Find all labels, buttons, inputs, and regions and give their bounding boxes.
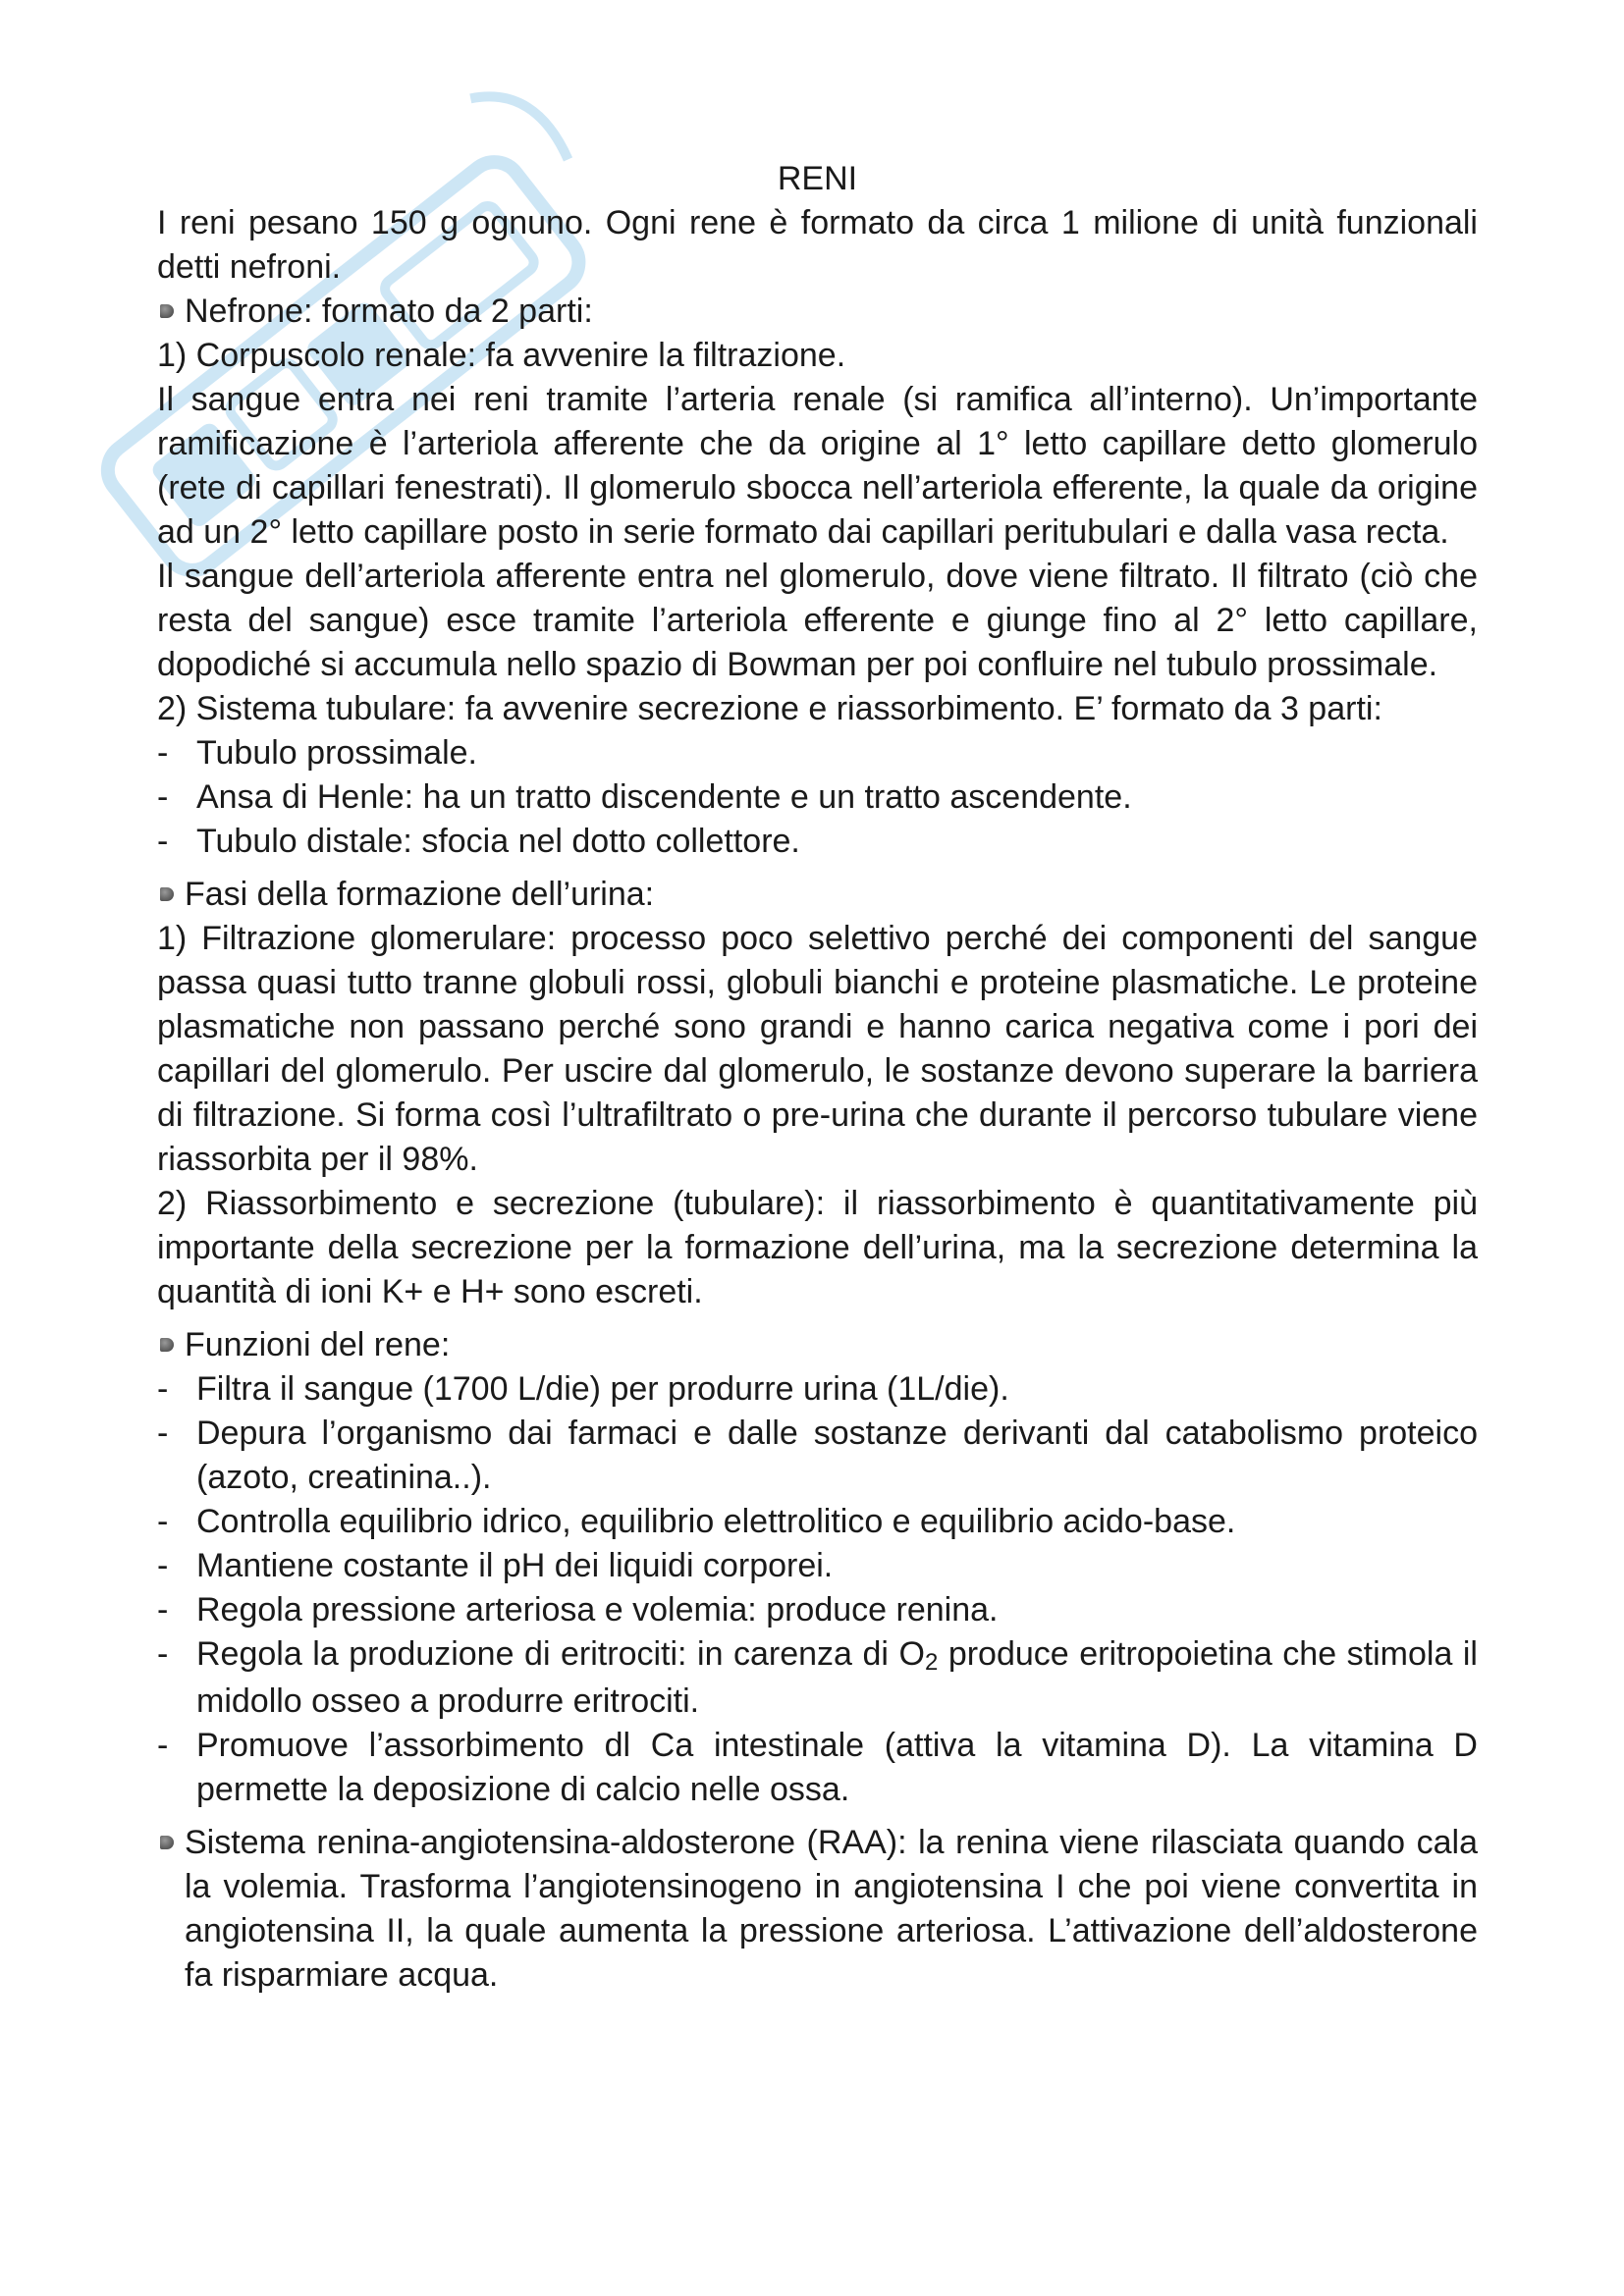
section-nefrone — [157, 290, 1478, 334]
section-heading: Fasi della formazione dell’urina: — [185, 876, 655, 913]
tubular-parts-list — [157, 731, 1478, 864]
bullet-icon — [160, 1338, 174, 1352]
dash-marker: - — [157, 1727, 169, 1764]
corpuscolo-title: 1) Corpuscolo renale: fa avvenire la filtrazione. — [157, 337, 846, 374]
paragraph: Il sangue dell’arteriola afferente entra nel glomerulo, dove viene filtrato. Il filtrato (ciò che resta del sangue) esce tramite l’arteriola efferente e giunge fino al 2° letto capillare, dopodiché si accumula nello spazio di Bowman per poi confluire nel tubulo prossimale. — [157, 558, 1478, 683]
dash-marker: - — [157, 1503, 169, 1540]
dash-marker: - — [157, 823, 169, 860]
sistema-tubulare-title: 2) Sistema tubulare: fa avvenire secrezione e riassorbimento. E’ formato da 3 parti: — [157, 690, 1382, 727]
dash-marker: - — [157, 1370, 169, 1408]
list-item: - Ansa di Henle: ha un tratto discendente e un tratto ascendente. — [157, 775, 1478, 820]
bullet-icon — [160, 304, 174, 318]
dash-marker: - — [157, 734, 169, 772]
bullet-icon — [160, 1836, 174, 1849]
dash-marker: - — [157, 1591, 169, 1629]
dash-marker: - — [157, 778, 169, 816]
list-item: - Mantiene costante il pH dei liquidi corporei. — [157, 1544, 1478, 1588]
dash-marker: - — [157, 1635, 169, 1673]
dash-marker: - — [157, 1415, 169, 1452]
paragraph: 2) Riassorbimento e secrezione (tubulare): il riassorbimento è quantitativamente più importante della secrezione per la formazione dell’urina, ma la secrezione determina la quantità di ioni K+ e H+ sono escreti. — [157, 1185, 1478, 1310]
list-item: - Promuove l’assorbimento dl Ca intestinale (attiva la vitamina D). La vitamina D permette la deposizione di calcio nelle ossa. — [157, 1724, 1478, 1812]
subscript: 2 — [924, 1649, 939, 1676]
paragraph: Il sangue entra nei reni tramite l’arteria renale (si ramifica all’interno). Un’importante ramificazione è l’arteriola afferente che da origine al 1° letto capillare detto glomerulo (rete di capillari fenestrati). Il glomerulo sbocca nell’arteriola efferente, la quale da origine ad un 2° letto capillare posto in serie formato dai capillari peritubulari e dalla vasa recta. — [157, 381, 1478, 551]
section-funzioni — [157, 1323, 1478, 1367]
intro-paragraph: I reni pesano 150 g ognuno. Ogni rene è formato da circa 1 milione di unità funzionali detti nefroni. — [157, 204, 1478, 286]
document-page — [157, 157, 1478, 1998]
raa-paragraph: Sistema renina-angiotensina-aldosterone (RAA): la renina viene rilasciata quando cala la volemia. Trasforma l’angiotensinogeno in angiotensina I che poi viene convertita in angiotensina II, la quale aumenta la pressione arteriosa. L’attivazione dell’aldosterone fa risparmiare acqua. — [185, 1824, 1478, 1994]
list-item: - Tubulo distale: sfocia nel dotto collettore. — [157, 820, 1478, 864]
section-fasi — [157, 873, 1478, 917]
section-raa — [157, 1821, 1478, 1998]
list-item: - Filtra il sangue (1700 L/die) per produrre urina (1L/die). — [157, 1367, 1478, 1412]
paragraph: 1) Filtrazione glomerulare: processo poco selettivo perché dei componenti del sangue passa quasi tutto tranne globuli rossi, globuli bianchi e proteine plasmatiche. Le proteine plasmatiche non passano perché sono grandi e hanno carica negativa come i pori dei capillari del glomerulo. Per uscire dal glomerulo, le sostanze devono superare la barriera di filtrazione. Si forma così l’ultrafiltrato o pre-urina che durante il percorso tubulare viene riassorbita per il 98%. — [157, 920, 1478, 1178]
list-item: - Depura l’organismo dai farmaci e dalle sostanze derivanti dal catabolismo proteico (azoto, creatinina..). — [157, 1412, 1478, 1500]
bullet-icon — [160, 887, 174, 901]
list-item: - Tubulo prossimale. — [157, 731, 1478, 775]
section-heading: Nefrone: formato da 2 parti: — [185, 293, 593, 330]
section-heading: Funzioni del rene: — [185, 1326, 451, 1363]
dash-marker: - — [157, 1547, 169, 1584]
list-item: - Controlla equilibrio idrico, equilibrio elettrolitico e equilibrio acido-base. — [157, 1500, 1478, 1544]
list-item: - Regola la produzione di eritrociti: in carenza di O2 produce eritropoietina che stimola il midollo osseo a produrre eritrociti. — [157, 1632, 1478, 1724]
functions-list — [157, 1367, 1478, 1812]
page-title: RENI — [777, 160, 858, 197]
list-item: - Regola pressione arteriosa e volemia: produce renina. — [157, 1588, 1478, 1632]
